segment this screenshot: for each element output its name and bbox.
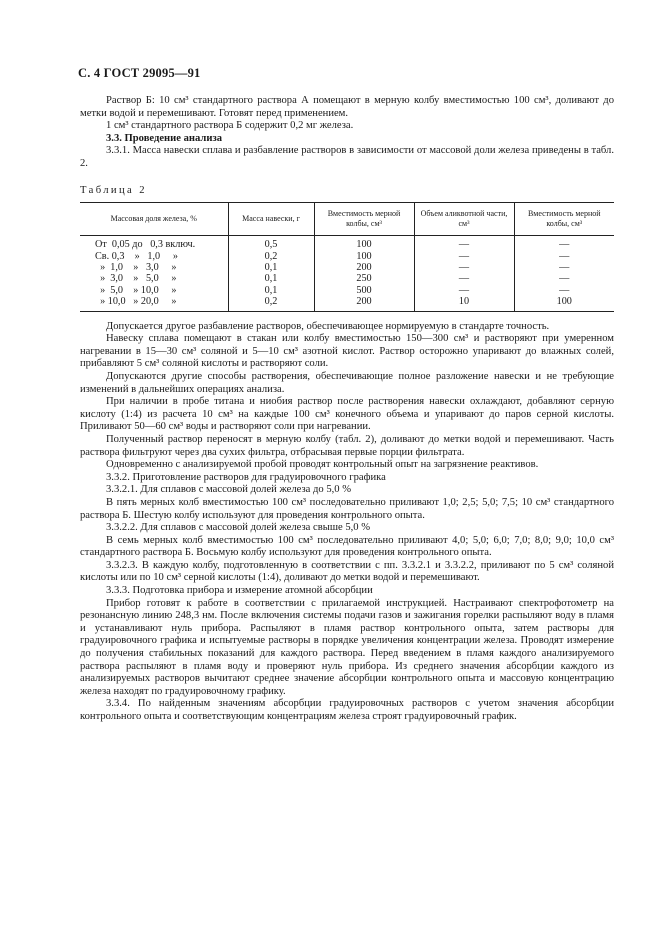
table-cell: — [514, 285, 614, 296]
paragraph: 1 см³ стандартного раствора Б содержит 0,2 мг железа. [106, 120, 354, 132]
paragraph: В пять мерных колб вместимостью 100 см³ последовательно приливают 1,0; 2,5; 5,0; 7,5; 10 см³ стандартного раствора Б. Шестую колбу используют для проведения контрольного опыта. [80, 496, 614, 521]
table-cell: 0,1 [228, 273, 314, 284]
table-cell: 0,2 [228, 251, 314, 262]
table-cell: — [514, 262, 614, 273]
table-cell: » 5,0 » 10,0 » [95, 284, 177, 296]
table-row [80, 262, 614, 273]
paragraph: Полученный раствор переносят в мерную колбу (табл. 2), доливают до метки водой и перемешивают. Часть раствора фильтруют через два сухих фильтра, отбрасывая первые порции фильтрата. [80, 433, 614, 458]
table-cell: — [514, 236, 614, 251]
table-cell: 100 [314, 251, 414, 262]
paragraph: 3.3.2. Приготовление растворов для градуировочного графика [106, 471, 386, 483]
column-header: Вместимость мерной колбы, см³ [514, 203, 614, 236]
table-cell: 0,5 [228, 236, 314, 251]
column-header: Масса навески, г [228, 203, 314, 236]
document-body [80, 95, 614, 724]
table-row [80, 285, 614, 296]
table-row [80, 296, 614, 311]
table-cell: 100 [314, 236, 414, 251]
paragraph: Навеску сплава помещают в стакан или колбу вместимостью 150—300 см³ и растворяют при умеренном нагревании в 15—30 см³ соляной и 5—10 см³ азотной кислот. Раствор осторожно упаривают до влажных солей, прибавляют 5 см³ соляной кислоты и растворяют соли. [80, 333, 614, 370]
table-cell: — [414, 236, 514, 251]
table-cell: 250 [314, 273, 414, 284]
table-cell: » 1,0 » 3,0 » [95, 261, 177, 273]
table-cell: » 3,0 » 5,0 » [95, 273, 177, 285]
table-cell: — [414, 273, 514, 284]
table-cell: — [514, 251, 614, 262]
table-cell: 200 [314, 296, 414, 311]
table-cell: 0,2 [228, 296, 314, 311]
paragraph: Одновременно с анализируемой пробой проводят контрольный опыт на загрязнение реактивов. [106, 459, 539, 471]
page-header: С. 4 ГОСТ 29095—91 [78, 66, 201, 80]
table-cell: От 0,05 до 0,3 включ. [95, 239, 196, 251]
data-table [80, 202, 614, 311]
table-cell: 100 [514, 296, 614, 311]
table-cell: 0,1 [228, 262, 314, 273]
paragraph: Допускается другое разбавление растворов, обеспечивающее нормируемую в стандарте точность. [106, 320, 550, 332]
paragraph: В семь мерных колб вместимостью 100 см³ последовательно приливают 4,0; 5,0; 6,0; 7,0; 8,0; 9,0; 10,0 см³ стандартного раствора Б. Восьмую колбу используют для проведения контрольного опыта. [80, 534, 614, 559]
table-row [80, 273, 614, 284]
paragraph: 3.3.1. Масса навески сплава и разбавление растворов в зависимости от массовой доли железа приведены в табл. 2. [80, 145, 614, 169]
table-cell: — [414, 262, 514, 273]
table-caption: Таблица 2 [80, 184, 147, 196]
paragraph: Прибор готовят к работе в соответствии с прилагаемой инструкцией. Настраивают спектрофотометр на резонансную линию 248,3 нм. После включения системы подачи газов и зажигания горелки распыляют воду в пламя и устанавливают нуль прибора. Распыляют в пламя раствор контрольного опыта, затем растворы для градуировочного графика и испытуемые растворы в порядке увеличения концентрации железа. Проводят измерение до получения стабильных показаний для каждого раствора. Перед введением в пламя каждого анализируемого раствора распыляют в пламя воду и проверяют нуль прибора. Из среднего значения абсорбции каждого из анализируемых растворов вычитают среднее значение абсорбции контрольного опыта и массовую концентрацию железа находят по градуировочному графику. [80, 597, 614, 697]
column-header: Объем аликвотной части, см³ [414, 203, 514, 236]
paragraph: 3.3.2.1. Для сплавов с массовой долей железа до 5,0 % [106, 484, 352, 496]
paragraph: Допускаются другие способы растворения, обеспечивающие полное разложение навески и не требующие изменений в дальнейших операциях анализа. [80, 370, 614, 395]
paragraph: 3.3.3. Подготовка прибора и измерение атомной абсорбции [106, 585, 373, 597]
paragraph: При наличии в пробе титана и ниобия раствор после растворения навески охлаждают, добавляют серную кислоту (1:4) из расчета 10 см³ на каждые 100 см³ конечного объема и упаривают до паров серной кислоты. Приливают 50—60 см³ воды и растворяют соли при нагревании. [80, 396, 614, 433]
column-header: Вместимость мерной колбы, см³ [314, 203, 414, 236]
table-cell: — [414, 251, 514, 262]
column-header: Массовая доля железа, % [80, 203, 228, 236]
table-cell: 500 [314, 285, 414, 296]
section-heading: 3.3. Проведение анализа [106, 132, 222, 144]
table-cell: — [514, 273, 614, 284]
paragraph: 3.3.4. По найденным значениям абсорбции градуировочных растворов с учетом значения абсорбции контрольного опыта и соответствующим концентрациям железа строят градуировочный график. [80, 698, 614, 722]
table-row [80, 236, 614, 251]
table-cell: » 10,0 » 20,0 » [95, 296, 177, 308]
table-cell: Св. 0,3 » 1,0 » [95, 250, 178, 262]
table-cell: 0,1 [228, 285, 314, 296]
paragraph-group [80, 321, 614, 724]
table-row [80, 251, 614, 262]
paragraph: 3.3.2.2. Для сплавов с массовой долей железа свыше 5,0 % [106, 522, 371, 534]
paragraph: 3.3.2.3. В каждую колбу, подготовленную в соответствии с пп. 3.3.2.1 и 3.3.2.2, приливают по 5 см³ соляной кислоты или по 10 см³ серной кислоты (1:4), доливают до метки водой и перемешивают. [80, 559, 614, 584]
table-header-row [80, 203, 614, 236]
table-cell: 10 [414, 296, 514, 311]
table-cell: — [414, 285, 514, 296]
paragraph: Раствор Б: 10 см³ стандартного раствора А помещают в мерную колбу вместимостью 100 см³, доливают до метки водой и перемешивают. Готовят перед применением. [80, 95, 614, 119]
table-cell: 200 [314, 262, 414, 273]
